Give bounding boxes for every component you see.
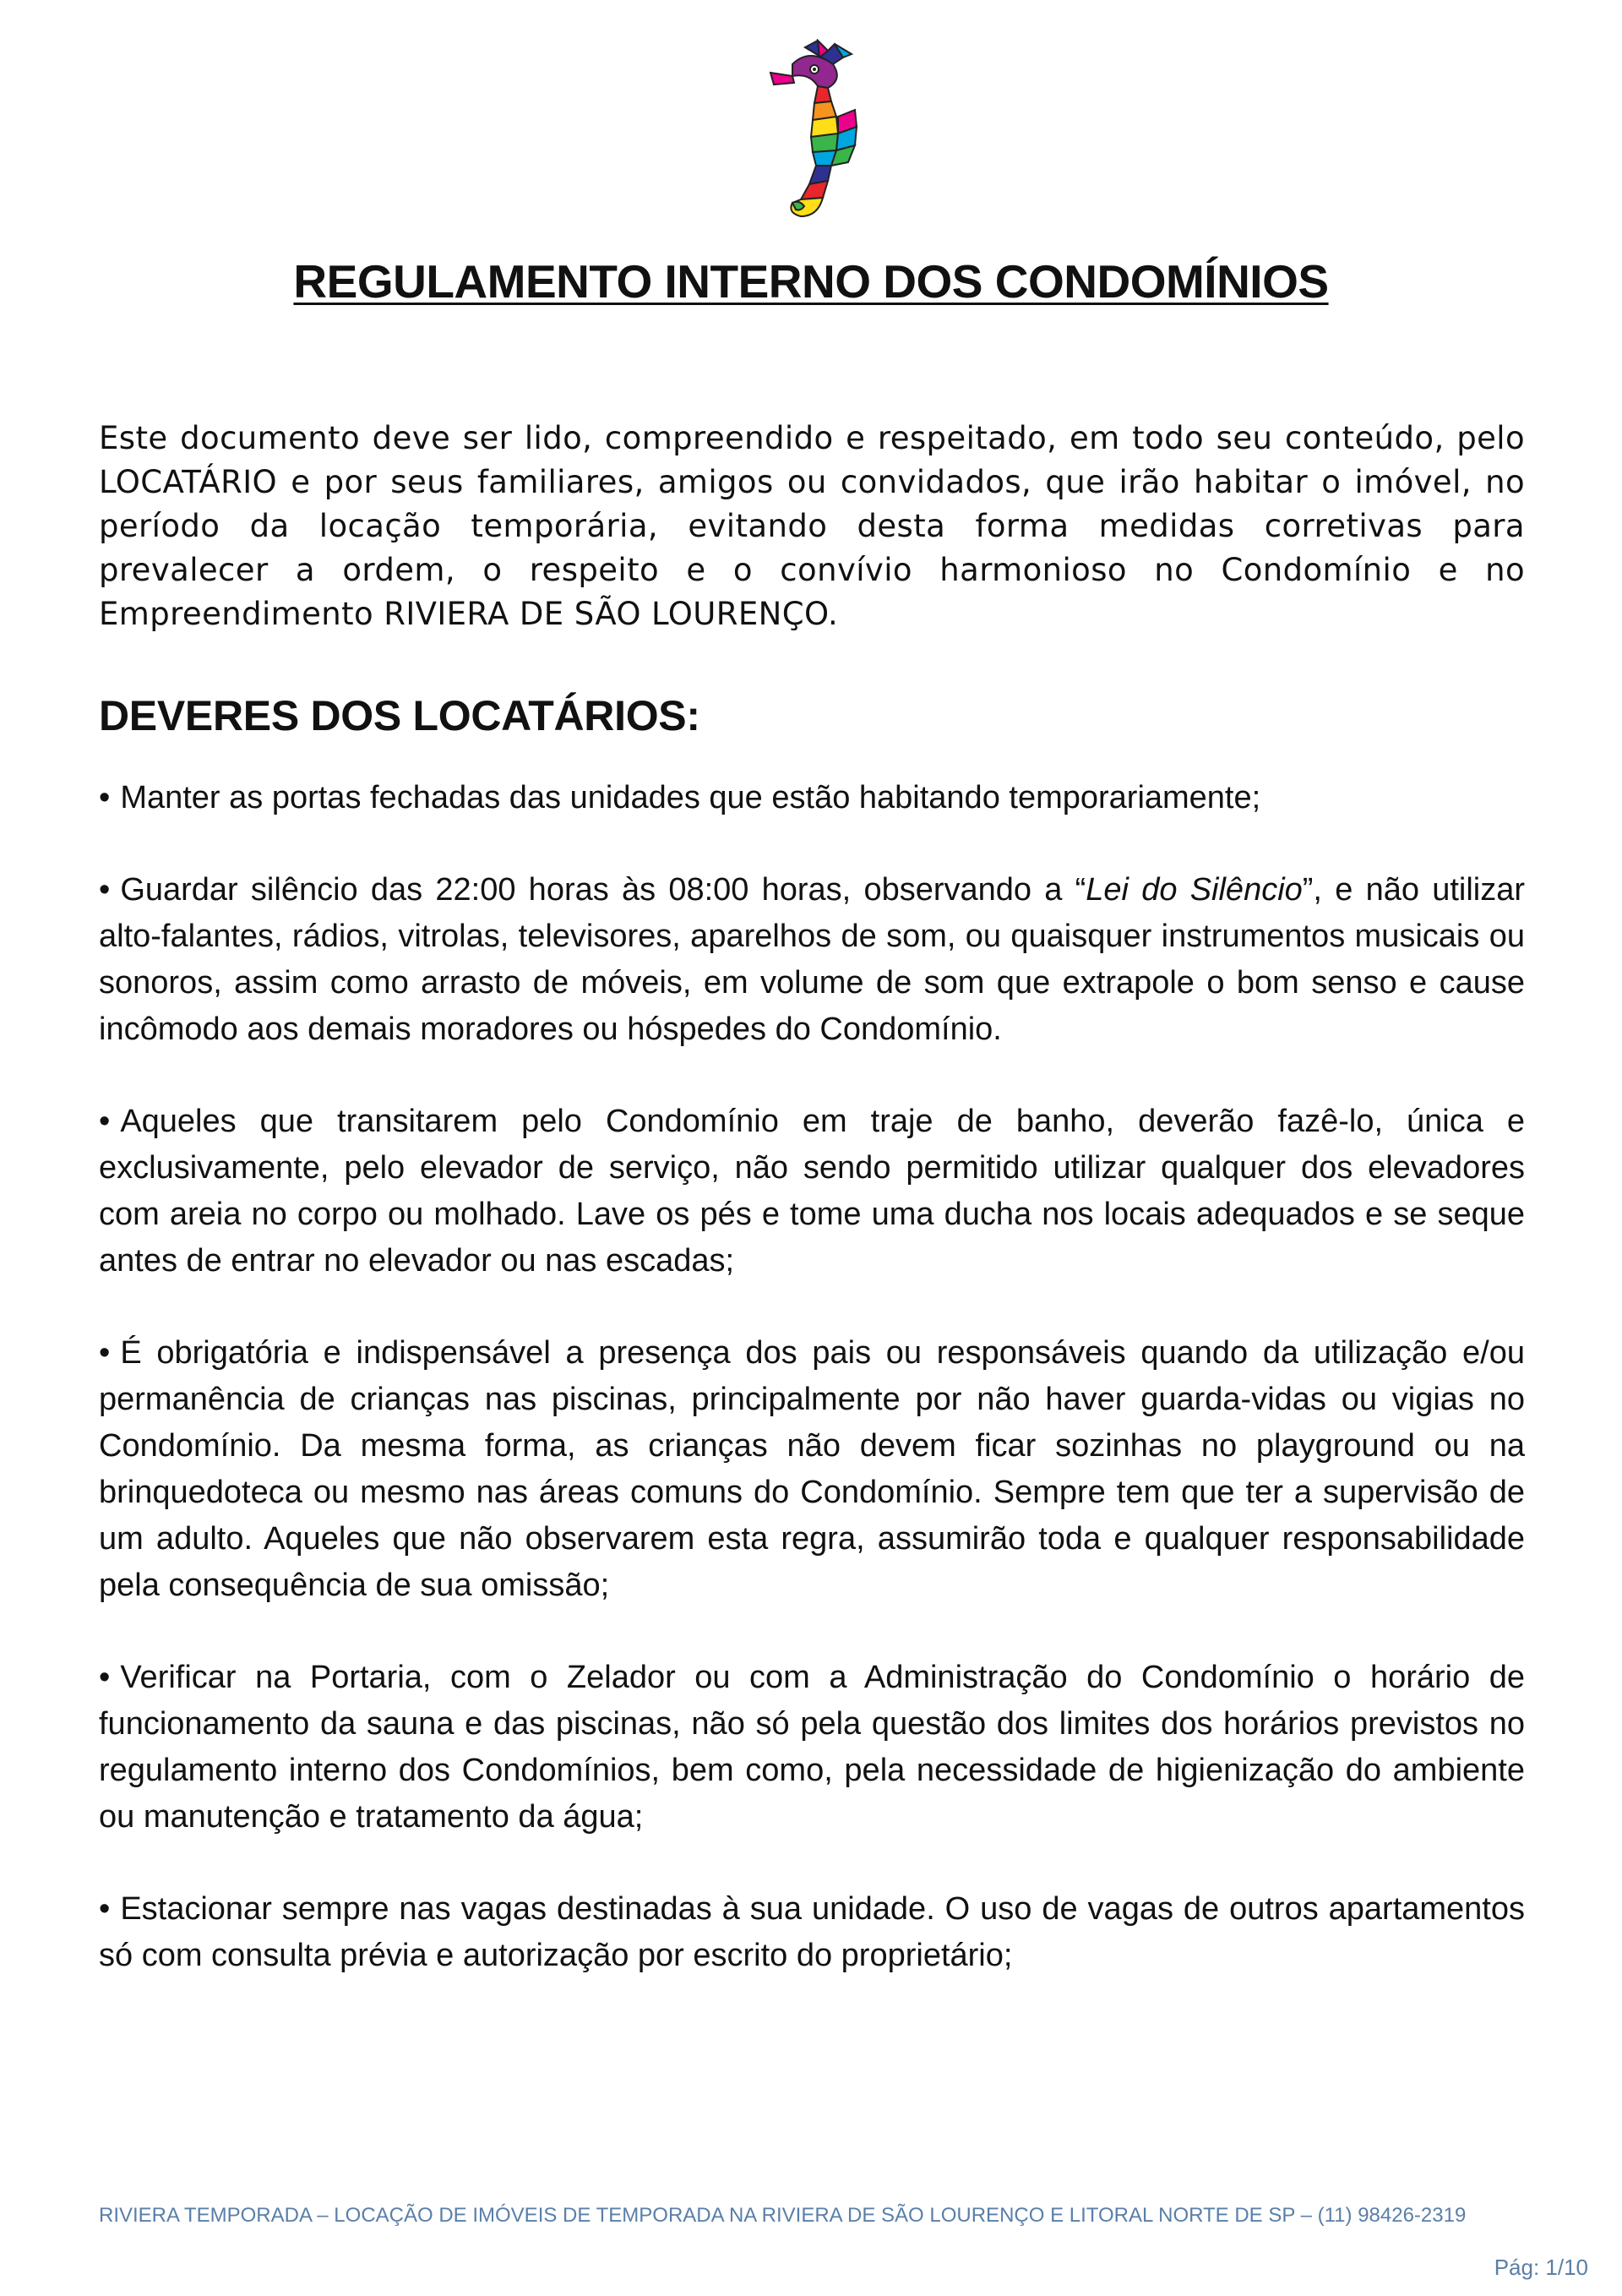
- rule-text: Verificar na Portaria, com o Zelador ou com a Administração do Condomínio o horário de funcionamento da sauna e das piscinas, não só pela questão dos limites dos horários previstos no regulamento interno dos Condomínios, bem como, pela necessidade de higienização do ambiente ou manutenção e tratamento da água;: [99, 1660, 1525, 1835]
- rule-text: Estacionar sempre nas vagas destinadas à sua unidade. O uso de vagas de outros apartamentos só com consulta prévia e autorização por escrito do proprietário;: [99, 1891, 1525, 1973]
- intro-paragraph: Este documento deve ser lido, compreendido e respeitado, em todo seu conteúdo, pelo LOCATÁRIO e por seus familiares, amigos ou convidados, que irão habitar o imóvel, no período da locação temporária, evitando desta forma medidas corretivas para prevalecer a ordem, o respeito e o convívio harmonioso no Condomínio e no Empreendimento RIVIERA DE SÃO LOURENÇO.: [99, 420, 1525, 632]
- seahorse-logo-icon: [767, 39, 860, 225]
- document-body: [99, 417, 1525, 2025]
- rules-list: [99, 775, 1525, 1979]
- bullet-icon: •: [99, 1104, 111, 1139]
- rule-text: Aqueles que transitarem pelo Condomínio em traje de banho, deverão fazê-lo, única e exclusivamente, pelo elevador de serviço, não sendo permitido utilizar qualquer dos elevadores com areia no corpo ou molhado. Lave os pés e tome uma ducha nos locais adequados e se seque antes de entrar no elevador ou nas escadas;: [99, 1104, 1525, 1279]
- rule-item: [99, 1886, 1525, 1979]
- rule-text-continued: ”, e não utilizar alto-falantes, rádios, vitrolas, televisores, aparelhos de som, ou quaisquer instrumentos musicais ou sonoros, assim como arrasto de móveis, em volume de som que extrapole o bom senso e cause incômodo aos demais moradores ou hóspedes do Condomínio.: [99, 872, 1525, 1047]
- section-heading: DEVERES DOS LOCATÁRIOS:: [99, 692, 700, 739]
- page-footer: RIVIERA TEMPORADA – LOCAÇÃO DE IMÓVEIS DE TEMPORADA NA RIVIERA DE SÃO LOURENÇO E LITORAL NORTE DE SP – (11) 98426-2319: [99, 2204, 1467, 2227]
- rule-emphasis: Lei do Silêncio: [1086, 872, 1303, 908]
- rule-item: [99, 1099, 1525, 1284]
- rule-item: [99, 867, 1525, 1053]
- rule-item: [99, 1330, 1525, 1609]
- rule-text: Guardar silêncio das 22:00 horas às 08:00 horas, observando a “: [120, 872, 1086, 908]
- rule-item: [99, 1655, 1525, 1841]
- rule-text: Manter as portas fechadas das unidades que estão habitando temporariamente;: [120, 780, 1261, 815]
- document-title: REGULAMENTO INTERNO DOS CONDOMÍNIOS: [293, 255, 1329, 308]
- rule-item: [99, 775, 1525, 821]
- rule-text: É obrigatória e indispensável a presença dos pais ou responsáveis quando da utilização e/ou permanência de crianças nas piscinas, principalmente por não haver guarda-vidas ou vigias no Condomínio. Da mesma forma, as crianças não devem ficar sozinhas no playground ou na brinquedoteca ou mesmo nas áreas comuns do Condomínio. Sempre tem que ter a supervisão de um adulto. Aqueles que não observarem esta regra, assumirão toda e qualquer responsabilidade pela consequência de sua omissão;: [99, 1335, 1525, 1603]
- page-number: Pág: 1/10: [1494, 2255, 1588, 2280]
- bullet-icon: •: [99, 872, 111, 908]
- bullet-icon: •: [99, 1660, 111, 1695]
- bullet-icon: •: [99, 1335, 111, 1371]
- bullet-icon: •: [99, 1891, 111, 1927]
- bullet-icon: •: [99, 780, 111, 815]
